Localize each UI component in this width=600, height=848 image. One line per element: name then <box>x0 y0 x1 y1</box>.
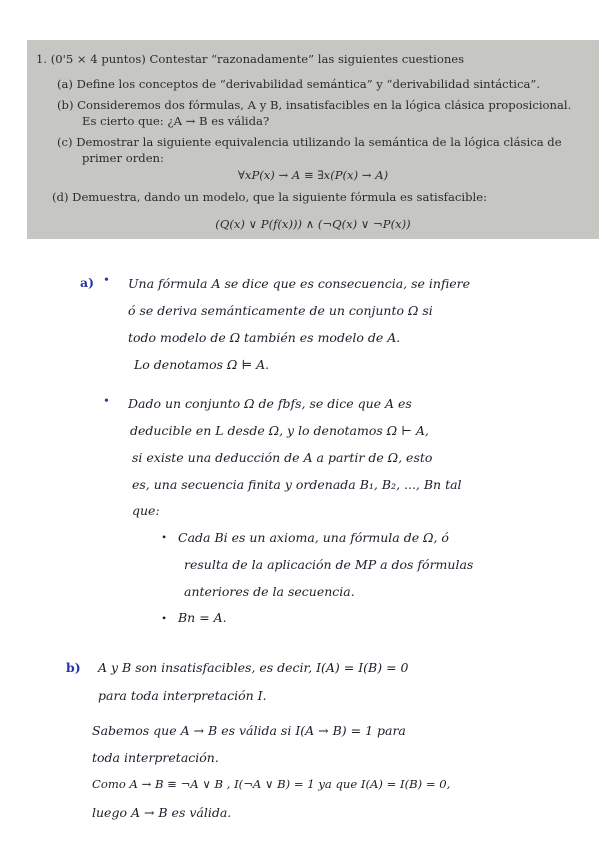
answer-a1-line3: todo modelo de Ω también es modelo de A. <box>128 330 401 345</box>
answer-sub1-line1: Cada Bi es un axioma, una fórmula de Ω, ó <box>178 530 449 545</box>
answer-b-label: b) <box>66 660 81 675</box>
bullet-dot: • <box>104 394 109 409</box>
answer-a1-line1: Una fórmula A se dice que es consecuencia, se infiere <box>128 276 471 291</box>
answer-b2-line2: toda interpretación. <box>92 750 219 765</box>
exam-header: 1. (0'5 × 4 puntos) Contestar “razonadamente” las siguientes cuestiones <box>36 52 465 66</box>
answer-a2-line3: si existe una deducción de A a partir de Ω, esto <box>132 450 433 465</box>
bullet-dot: • <box>104 273 109 288</box>
exam-item-d-formula: (Q(x) ∨ P(f(x))) ∧ (¬Q(x) ∨ ¬P(x)) <box>215 217 411 231</box>
exam-item-b-line2: Es cierto que: ¿A → B es válida? <box>82 114 270 128</box>
answer-a2-line2: deducible en L desde Ω, y lo denotamos Ω ⊢ A, <box>130 423 429 438</box>
exam-item-c-line1: (c) Demostrar la siguiente equivalencia utilizando la semántica de la lógica clásica de <box>57 135 562 149</box>
answer-b1-line1: A y B son insatisfacibles, es decir, I(A) = I(B) = 0 <box>98 660 409 675</box>
answer-a-label: a) <box>80 275 95 290</box>
exam-item-b-line1: (b) Consideremos dos fórmulas, A y B, insatisfacibles en la lógica clásica proposicional. <box>57 98 572 112</box>
exam-item-d-line1: (d) Demuestra, dando un modelo, que la siguiente fórmula es satisfacible: <box>52 190 487 204</box>
sub-bullet-dot: • <box>162 530 167 544</box>
answer-b2-line1: Sabemos que A → B es válida si I(A → B) = 1 para <box>92 723 406 738</box>
answer-a2-line1: Dado un conjunto Ω de fbfs, se dice que A es <box>128 396 412 411</box>
answer-b1-line2: para toda interpretación I. <box>98 688 267 703</box>
answer-a2-line5: que: <box>132 503 160 518</box>
sub-bullet-dot: • <box>162 611 167 625</box>
exam-item-c-formula: ∀xP(x) → A ≡ ∃x(P(x) → A) <box>237 168 389 182</box>
exam-item-a: (a) Define los conceptos de “derivabilidad semántica” y “derivabilidad sintáctica”. <box>57 77 541 91</box>
answer-a1-line2: ó se deriva semánticamente de un conjunto Ω si <box>128 303 433 318</box>
answer-sub1-line2: resulta de la aplicación de MP a dos fórmulas <box>184 557 474 572</box>
answer-b3-line2: luego A → B es válida. <box>92 805 232 820</box>
answer-a1-line4: Lo denotamos Ω ⊨ A. <box>134 357 270 372</box>
answer-sub2-line1: Bn = A. <box>178 610 227 625</box>
answer-sub1-line3: anteriores de la secuencia. <box>184 584 355 599</box>
answer-b3-line1: Como A → B ≡ ¬A ∨ B , I(¬A ∨ B) = 1 ya que I(A) = I(B) = 0, <box>92 777 451 791</box>
exam-question-box <box>27 40 599 239</box>
exam-item-c-line2: primer orden: <box>82 151 164 165</box>
answer-a2-line4: es, una secuencia finita y ordenada B₁, B₂, ..., Bn tal <box>132 477 462 492</box>
